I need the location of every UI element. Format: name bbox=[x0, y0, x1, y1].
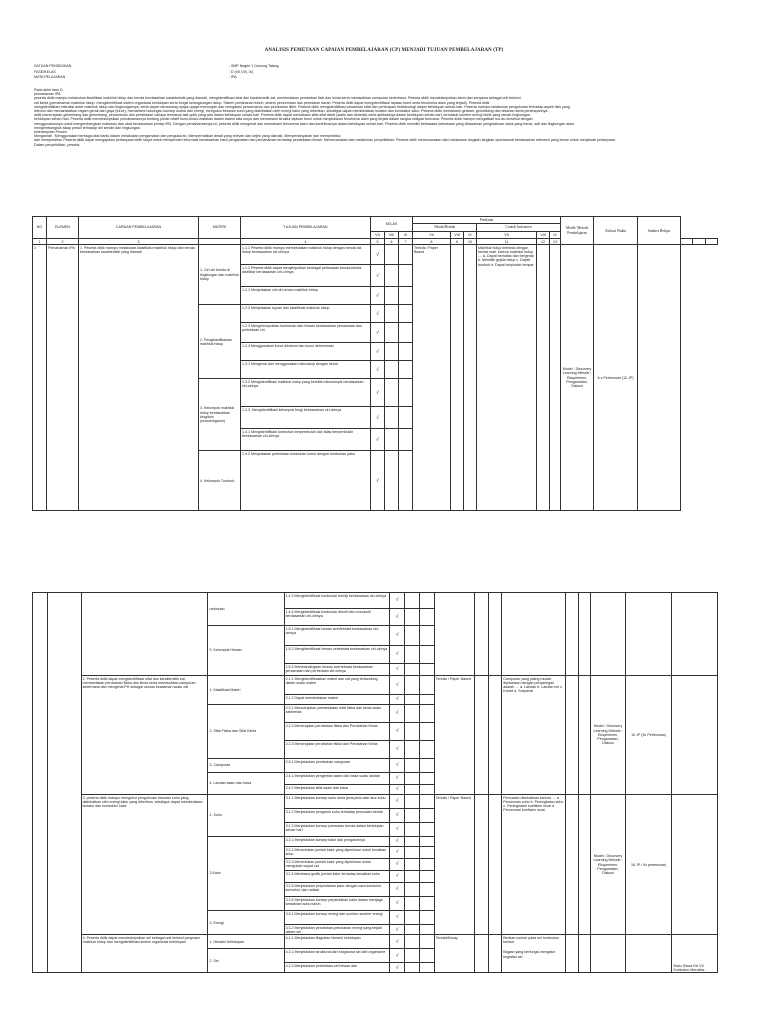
header-cp: CAPAIAN PEMBELAJARAN bbox=[79, 217, 199, 239]
check-vii: √ bbox=[390, 963, 405, 973]
header-tp: TUJUAN PEMBELAJARAN bbox=[241, 217, 371, 239]
contoh-ix bbox=[579, 935, 591, 973]
contoh-cell: Berikan contoh pada sel tumbuhan berikut Bagian yang berfungsi mengatur kegiatan sel bbox=[502, 935, 565, 973]
cp-line: dan memprediksi: Peserta didik dapat mengajukan pertanyaan lebih lanjut untuk memperoleh informasi berdasarkan hasil pengamatan dan pemahaman terhadap pendekatan ilmiah. Merencanakan dan melakukan penyelidikan: Peserta didik merencanakan dan melakukan langkah-langkah operasional berdasarkan referensi yang benar untuk menjawab pertanyaan. bbox=[34, 138, 616, 143]
identity-label: FASE/KELAS bbox=[34, 69, 56, 74]
identity-value: : IPA bbox=[229, 75, 237, 79]
column-number: 2 bbox=[47, 239, 79, 245]
contoh-ix bbox=[550, 245, 561, 511]
tp-cell: 1.4.4 Mengidentifikasi tumbuhan dikotil dan monokotil berdasarkan ciri-cirinya bbox=[284, 609, 390, 626]
header-sumber: Sumber Belajar bbox=[638, 217, 681, 245]
header-teknik: Teknik/Bentuk bbox=[413, 224, 477, 232]
model-cell bbox=[591, 935, 626, 973]
contoh-cell: Campuran yang paling mudah dipisahkan dengan penyaringan adalah .... a. Larutan b. Larutan ion c. Koloid d. Suspensi bbox=[502, 676, 565, 795]
cp-cell: 3. peserta didik mampu mengukur pengukuran besaran suhu yang diakibatkan oleh energi kalor yang diberikan, sekaligus dapat membedakan isolator dan konduktor kalor bbox=[81, 795, 208, 935]
materi-cell: 2. Sel bbox=[208, 949, 284, 973]
check-vii: √ bbox=[390, 741, 405, 759]
check-vii: √ bbox=[390, 847, 405, 859]
check-vii: √ bbox=[390, 695, 405, 705]
materi-cell: umbuhan bbox=[208, 593, 284, 626]
check-vii: √ bbox=[390, 646, 405, 664]
check-ix bbox=[419, 823, 434, 837]
check-viii bbox=[405, 883, 420, 897]
tp-cell: 3.2.3 Menentukan jumlah kalor yang diperlukan untuk mengubah wujud zat bbox=[284, 859, 390, 871]
check-ix bbox=[399, 379, 413, 407]
check-ix bbox=[419, 705, 434, 723]
check-vii: √ bbox=[390, 883, 405, 897]
tp-cell: 3.1.1 Menjelaskan konsep suhu serta jenis jenis alat ukur suhu bbox=[284, 795, 390, 809]
sumber-cell bbox=[672, 676, 718, 795]
contoh-ix bbox=[579, 676, 591, 795]
check-viii bbox=[405, 695, 420, 705]
contoh-extra: Bagian yang berfungsi mengatur kegiatan sel bbox=[503, 950, 556, 959]
column-number-empty bbox=[693, 239, 705, 245]
check-viii bbox=[405, 609, 420, 626]
column-number: 7 bbox=[399, 239, 413, 245]
check-ix bbox=[419, 837, 434, 847]
check-ix bbox=[419, 883, 434, 897]
check-ix bbox=[419, 911, 434, 925]
check-ix bbox=[399, 429, 413, 451]
cp-line: didik menerapkan gelombang dan gelombang, pemantulan dan pembiasan cahaya termasuk alat optik yang ada dalam kehidupan sehari-hari. Peserta didik dapat memahami sifat-sifat listrik (statis dan dinamis) serta aplikasinya dalam kehidupan sehari-hari, termasuk sumber energi listrik yang ramah lingkungan. bbox=[34, 113, 531, 118]
check-viii bbox=[405, 741, 420, 759]
model-cell bbox=[591, 593, 626, 676]
check-ix bbox=[399, 343, 413, 361]
tp-cell: 1.2.2 Menjelaskan tujuan dan klasifikasi makhluk hidup bbox=[241, 305, 371, 323]
check-vii: √ bbox=[390, 785, 405, 795]
cp-line: keterampilan Proses bbox=[34, 130, 67, 135]
check-vii: √ bbox=[371, 379, 385, 407]
tp-cell: 2.1.1 Mengidentifikasikan materi dan zat yang terkandung dalam suatu materi bbox=[284, 676, 390, 695]
column-number: 11 bbox=[477, 239, 537, 245]
check-viii bbox=[405, 911, 420, 925]
header-class-vii: VII bbox=[413, 232, 451, 239]
check-ix bbox=[419, 723, 434, 741]
check-vii: √ bbox=[390, 723, 405, 741]
check-viii bbox=[405, 871, 420, 883]
check-viii bbox=[405, 949, 420, 963]
cp-line: peserta didik mampu melakukan klasifikasi makhluk hidup dan benda berdasarkan karakteristik yang diamati, mengidentifikasi sifat dan karakteristik zat, membedakan perubahan fisik dan kimia serta memisahkan campuran sederhana. Peserta didik mendeskripsikan atom dan senyawa sebagai unit terkecil bbox=[34, 96, 521, 101]
header-class-viii: VIII bbox=[385, 232, 399, 239]
check-ix bbox=[419, 935, 434, 949]
check-ix bbox=[419, 897, 434, 911]
check-ix bbox=[419, 626, 434, 646]
cp-cell bbox=[81, 593, 208, 676]
contoh-ix bbox=[579, 795, 591, 935]
check-ix bbox=[419, 871, 434, 883]
check-ix bbox=[419, 847, 434, 859]
tp-cell: 3.1.2 Menjelaskan pengaruh suhu terhadap pemuaian benda bbox=[284, 809, 390, 823]
check-viii bbox=[385, 343, 399, 361]
check-ix bbox=[419, 593, 434, 609]
check-ix bbox=[419, 773, 434, 785]
check-viii bbox=[405, 646, 420, 664]
document-title: ANALISIS PEMETAAN CAPAIAN PEMBELAJARAN (CP) MENJADI TUJUAN PEMBELAJARAN (TP) bbox=[264, 48, 504, 53]
tp-cell: 2.2.1 Mencerapkan pemanfaatan sifat fisika dan kimia suatu zat/benda bbox=[284, 705, 390, 723]
header-model: Model/ Metode Pembelajaran bbox=[561, 217, 594, 245]
teknik-ix bbox=[488, 935, 502, 973]
teknik-cell bbox=[434, 593, 474, 676]
identity-row bbox=[34, 75, 434, 81]
column-number: 6 bbox=[385, 239, 399, 245]
header-class-ix: IX bbox=[464, 232, 477, 239]
column-number-empty bbox=[681, 239, 693, 245]
teknik-cell: Tertulis / Paper Based bbox=[434, 795, 474, 935]
check-vii: √ bbox=[371, 305, 385, 323]
check-viii bbox=[405, 664, 420, 676]
mapping-table-page-1 bbox=[32, 216, 718, 511]
check-viii bbox=[405, 837, 420, 847]
tp-cell: 2.4.1 Menjelaskan pengertian asam dan basa suatu larutan bbox=[284, 773, 390, 785]
teknik-ix bbox=[488, 795, 502, 935]
identity-value: : D (VII,VIII, IX) bbox=[229, 69, 254, 74]
materi-cell: 4. Kelompok Tumbuh- bbox=[199, 451, 241, 511]
check-viii bbox=[385, 361, 399, 379]
check-ix bbox=[399, 245, 413, 265]
tp-cell: 4.2.2 Menjelaskan perbedaan sel hewan dan bbox=[284, 963, 390, 973]
column-number-empty bbox=[705, 239, 717, 245]
materi-cell: 2. Sifat Fisika dan Sifat Kimia bbox=[208, 705, 284, 759]
check-vii: √ bbox=[371, 245, 385, 265]
check-viii bbox=[405, 759, 420, 773]
tp-cell: 1.3.1 Mengenal dan menggunakan mikroskop dengan benar bbox=[241, 361, 371, 379]
materi-cell: 4. Larutan asam dan basa bbox=[208, 773, 284, 795]
teknik-viii bbox=[451, 245, 464, 511]
sumber-cell: Buku Siswa Kls VII Kurikulum Merdeka bbox=[672, 935, 718, 973]
check-viii bbox=[385, 265, 399, 287]
teknik-ix bbox=[464, 245, 477, 511]
tp-cell: 1.2.4 Menggunakan kunci dikotomi dan kunci determinasi bbox=[241, 343, 371, 361]
column-number: 3 bbox=[79, 239, 199, 245]
elemen-empty bbox=[47, 593, 81, 973]
check-viii bbox=[385, 379, 399, 407]
contoh-ix bbox=[579, 593, 591, 676]
check-vii: √ bbox=[371, 361, 385, 379]
teknik-viii bbox=[474, 676, 488, 795]
materi-cell: 3. Kelompok makhluk hidup berdasarkan kingdom (monokingdom) bbox=[199, 379, 241, 451]
check-ix bbox=[419, 809, 434, 823]
identity-block bbox=[34, 64, 434, 81]
cp-cell: 4. Peserta didik dapat mendeskripsikan sel sebagai unit terkecil penyusun makhluk hidup dan mengidentifikasi sistem organisasi kehidupan bbox=[81, 935, 208, 973]
check-ix bbox=[419, 664, 434, 676]
header-class-ix: IX bbox=[399, 232, 413, 239]
tp-cell: 3.2.2 Menentukan jumlah kalor yang diperlukan untuk kenaikan suhu bbox=[284, 847, 390, 859]
materi-cell: 1. Suhu bbox=[208, 795, 284, 837]
tp-cell: 3.2.6 Menjelaskan konsep perpindahan kalor dalam menjaga kestabilan suhu tubuh bbox=[284, 897, 390, 911]
cp-line: Pada akhir fase D, bbox=[34, 88, 64, 92]
tp-cell: 2.2.2 Menerapkan perubahan fisika dan Perubahan Kimia bbox=[284, 723, 390, 741]
check-vii: √ bbox=[371, 451, 385, 511]
tp-cell: 1.5.3 Membandingkan hewan avertebrata berdasarkan persamaan dan perbedaan ciri-cirinya bbox=[284, 664, 390, 676]
tp-cell: 1.5.1 Mengidentifikasi hewan avertebrata berdasarkan ciri-cirinya bbox=[284, 626, 390, 646]
check-viii bbox=[385, 451, 399, 511]
cp-line: pemahaman IPA bbox=[34, 92, 61, 97]
check-viii bbox=[405, 859, 420, 871]
tp-cell: 3.2.1 Menjelaskan konsep kalor dan pengaruhnya bbox=[284, 837, 390, 847]
check-ix bbox=[399, 407, 413, 429]
check-vii: √ bbox=[390, 626, 405, 646]
check-viii bbox=[405, 795, 420, 809]
check-vii: √ bbox=[390, 925, 405, 935]
materi-cell: 5. Kelompok Hewan bbox=[208, 626, 284, 676]
model-cell: Model : Discovery Learning Metode : Eksperimen, Pengamatan, Diskusi bbox=[591, 676, 626, 795]
materi-cell: 2.Kalor bbox=[208, 837, 284, 911]
identity-label: SATUAN PENDIDIKAN bbox=[34, 64, 72, 68]
identity-value: : SMP Negeri 1 Gunung Talang bbox=[229, 64, 279, 68]
check-viii bbox=[405, 723, 420, 741]
tp-cell: 1.5.2 Mengidentifikasi hewan vertebrata berdasarkan ciri-cirinya bbox=[284, 646, 390, 664]
header-class-viii: VIII bbox=[451, 232, 464, 239]
tp-cell: 2.1.2 Dapat membedakan materi bbox=[284, 695, 390, 705]
check-vii: √ bbox=[371, 343, 385, 361]
tp-cell: 4.1.1 Menjelaskan tingkatan hierarki kehidupan bbox=[284, 935, 390, 949]
check-viii bbox=[405, 809, 420, 823]
check-vii: √ bbox=[390, 897, 405, 911]
check-viii bbox=[405, 705, 420, 723]
tp-cell: 2.4.2 Menjelaskan sifat asam dan basa bbox=[284, 785, 390, 795]
check-viii bbox=[405, 676, 420, 695]
tp-cell: 1.2.1 Menjelaskan ciri-ciri umum makhluk hidup bbox=[241, 287, 371, 305]
cp-line: Dalam penyelidikan, peserta bbox=[34, 142, 80, 147]
elemen-cell: Pemahaman IPA bbox=[47, 245, 79, 511]
check-vii: √ bbox=[390, 837, 405, 847]
column-number: 9 bbox=[451, 239, 464, 245]
column-number: 13 bbox=[550, 239, 561, 245]
header-kelas: KELAS bbox=[371, 217, 413, 232]
alokasi-cell bbox=[625, 935, 672, 973]
check-ix bbox=[419, 925, 434, 935]
check-vii: √ bbox=[390, 911, 405, 925]
check-ix bbox=[419, 646, 434, 664]
check-vii: √ bbox=[390, 593, 405, 609]
check-vii: √ bbox=[390, 664, 405, 676]
teknik-viii bbox=[474, 935, 488, 973]
alokasi-cell: 6 x Pertemuan (12 JP) bbox=[594, 245, 638, 511]
header-penilaian: Penilaian bbox=[413, 217, 561, 224]
materi-cell: 1. Hierarki Kehidupan bbox=[208, 935, 284, 949]
tp-cell: 3.2.5 Menjelaskan perpindahan kalor dengan cara konduksi, konveksi, dan radiasi bbox=[284, 883, 390, 897]
row-number: 1 bbox=[33, 245, 47, 511]
check-viii bbox=[385, 245, 399, 265]
tp-cell: 1.4.3 Mengidentifikasi tumbuhan berbiji berdasarkan ciri-cirinya bbox=[284, 593, 390, 609]
check-ix bbox=[399, 287, 413, 305]
check-ix bbox=[419, 795, 434, 809]
teknik-viii bbox=[474, 593, 488, 676]
column-number: 10 bbox=[464, 239, 477, 245]
check-vii: √ bbox=[371, 407, 385, 429]
check-ix bbox=[399, 305, 413, 323]
teknik-viii bbox=[474, 795, 488, 935]
column-number: 5 bbox=[371, 239, 385, 245]
tp-cell: 2.3.1 Menjelaskan pemisahan campuran bbox=[284, 759, 390, 773]
tp-cell: 1.1.2 Peserta didik dapat menyimpulkan berbagai perbedaan benda-benda disekitar berdasarkan ciri-cirinya bbox=[241, 265, 371, 287]
check-vii: √ bbox=[390, 859, 405, 871]
alokasi-cell bbox=[625, 593, 672, 676]
header-class-viii: VIII bbox=[537, 232, 550, 239]
header-contoh: Contoh Instrumen bbox=[477, 224, 561, 232]
column-number: 4 bbox=[241, 239, 371, 245]
tp-cell: 3.1.3 Menjelaskan konsep pemuaian benda dalam kehidupan sehari-hari bbox=[284, 823, 390, 837]
check-vii: √ bbox=[390, 795, 405, 809]
header-materi: MATERI bbox=[199, 217, 241, 239]
materi-cell: 1. Klasifikasi Materi bbox=[208, 676, 284, 705]
check-vii: √ bbox=[390, 935, 405, 949]
header-class-vii: VII bbox=[371, 232, 385, 239]
alokasi-cell: 10 JP (5x Pertemuan) bbox=[625, 676, 672, 795]
teknik-ix bbox=[488, 593, 502, 676]
tp-cell: 1.3.3. Mengidentifikasi kelompok fungi berdasarkan ciri-cirinya bbox=[241, 407, 371, 429]
model-cell: Model : Discovery Learning Metode : Eksperimen, Pengamatan, Diskusi bbox=[591, 795, 626, 935]
teknik-cell: Tertulis / Paper Based bbox=[434, 676, 474, 795]
identity-label: MATA PELAJARAN bbox=[34, 75, 66, 79]
check-vii: √ bbox=[390, 949, 405, 963]
check-viii bbox=[405, 847, 420, 859]
tp-cell: 1.4.1 Mengidentifikasi tumbuhan berpembuluh dan tidak berpembuluh berdasarkan ciri-cirinya bbox=[241, 429, 371, 451]
check-vii: √ bbox=[390, 809, 405, 823]
contoh-viii bbox=[565, 676, 579, 795]
contoh-viii bbox=[565, 593, 579, 676]
check-ix bbox=[419, 741, 434, 759]
tp-cell: 2.2.3 Menerapkan perubahan fisika dan Perubahan Kimia bbox=[284, 741, 390, 759]
check-viii bbox=[385, 429, 399, 451]
header-class-vii: VII bbox=[477, 232, 537, 239]
check-ix bbox=[419, 695, 434, 705]
contoh-cell: Makhluk hidup berbeda dengan benda mati, karena makhluk hidup .... a. Dapat bernafas dan bergerak b. Memiliki gejala hidup c. Dapat tumbuh d. Dapat berpindah tempat bbox=[477, 245, 537, 511]
teknik-ix bbox=[488, 676, 502, 795]
check-ix bbox=[419, 785, 434, 795]
teknik-cell: Tertulis / Paper Based bbox=[413, 245, 451, 511]
check-ix bbox=[419, 963, 434, 973]
check-vii: √ bbox=[390, 871, 405, 883]
tp-cell: 1.1.1 Peserta didik mampu membedakan makhluk hidup dengan benda tak hidup berdasarkan ciri-cirinya bbox=[241, 245, 371, 265]
tp-cell: 3.3.2 Menjelaskan perubahan-perubahan energi yang terjadi dalam sel bbox=[284, 925, 390, 935]
header-alokasi: Alokasi Waktu bbox=[594, 217, 638, 245]
column-number: 12 bbox=[537, 239, 550, 245]
check-ix bbox=[419, 859, 434, 871]
cp-line: Mengamati : Menggunakan berbagai alat bantu dalam melakukan pengamatan dan pengukuran. Memperhatikan detail yang relevan dari objek yang diamati. Mempertanyakan dan memprediksi bbox=[34, 134, 341, 139]
check-vii: √ bbox=[371, 287, 385, 305]
materi-cell: 3. Energi bbox=[208, 911, 284, 935]
tp-cell: 3.2.4 Membaca grafik jumlah kalor terhadap kenaikan suhu bbox=[284, 871, 390, 883]
check-vii: √ bbox=[390, 705, 405, 723]
check-viii bbox=[405, 897, 420, 911]
cp-line: menggunakannya untuk mengembangkan makanan dan obat berdasarkan prinsip IPA. Dengan pemahamannya ini, peserta didik mengenal dan memahami fenomena alam dan kontribusinya dalam kehidupan sehari-hari. Peserta didik memiliki kebiasaan-kebiasaan yang didasarkan pengetahuan sains yang benar, adil dan lingkungan alam. bbox=[34, 121, 576, 126]
materi-cell: 1. Ciri-ciri benda di lingkungan dan makhluk hidup bbox=[199, 245, 241, 305]
check-vii: √ bbox=[371, 323, 385, 343]
check-viii bbox=[385, 287, 399, 305]
check-viii bbox=[385, 323, 399, 343]
cp-line: mengembangkan sikap peduli terhadap diri sendiri dan lingkungan. bbox=[34, 125, 141, 130]
contoh-cell bbox=[502, 593, 565, 676]
header-class-ix: IX bbox=[550, 232, 561, 239]
check-viii bbox=[385, 407, 399, 429]
model-cell: Model : Discovery Learning Metode : Eksperimen, Pengamatan, Diskusi bbox=[561, 245, 594, 511]
check-ix bbox=[419, 609, 434, 626]
teknik-cell: Tertulis/Essay bbox=[434, 935, 474, 973]
cp-cell: 1. Peserta didik mampu melakukan klasifikasi makhluk hidup dan benda berdasarkan karakteristik yang diamati bbox=[79, 245, 199, 511]
check-vii: √ bbox=[390, 773, 405, 785]
check-vii: √ bbox=[390, 609, 405, 626]
check-viii bbox=[405, 935, 420, 949]
check-ix bbox=[399, 323, 413, 343]
materi-cell: 2. Pengklasifikasian makhluk hidup bbox=[199, 305, 241, 379]
contoh-viii bbox=[537, 245, 550, 511]
check-ix bbox=[419, 759, 434, 773]
sumber-cell bbox=[672, 593, 718, 676]
row-number-empty bbox=[33, 593, 48, 973]
cp-cell: 2. Peserta didik dapat mengidentifikasi sifat dan karakteristik zat, membedakan perubahan fisika dan kimia serta memisahkan campuran sederhana dan mengenal PH sebagai ukuran keasaman suatu zat bbox=[81, 676, 208, 795]
tp-cell: 1.4.2 Menjelaskan perbedaan tumbuhan lumut dengan tumbuhan paku bbox=[241, 451, 371, 511]
check-viii bbox=[405, 773, 420, 785]
sumber-cell bbox=[672, 795, 718, 935]
contoh-cell: Pemuaian disebabkan karena .... a. Penurunan suhu b. Peningkatan suhu c. Peningkatan koefisien muai d. Penurunan koefisien muai bbox=[502, 795, 565, 935]
materi-cell: 3. Campuran bbox=[208, 759, 284, 773]
cp-line: zat kimia (pemahaman makhluk hidup, mengidentifikasi sistem organisasi kehidupan serta fungsi kelangsungan hidup. Sistem pertahanan tubuh, sistem pencernaan dan peredaran darah. Peserta didik dapat mengidentifikasi lapisan bumi serta fenomena alam yang terjadi). Peserta didik bbox=[34, 100, 490, 105]
cp-description bbox=[34, 88, 762, 147]
cp-line: mengidentifikasi interaksi antar makhluk hidup dan lingkungannya, serta dapat merancang upaya-upaya mencegah dan mengatasi pencemaran dan perubahan iklim. Peserta didik mengidentifikasi pewarisan sifat dan penerapan bioteknologi dalam kehidupan sehari-hari. Peserta mampu melakukan pengukuran terhadap aspek fisis yang bbox=[34, 104, 570, 109]
check-viii bbox=[405, 823, 420, 837]
check-ix bbox=[399, 265, 413, 287]
contoh-viii bbox=[565, 935, 579, 973]
check-viii bbox=[405, 626, 420, 646]
check-vii: √ bbox=[390, 823, 405, 837]
tp-cell: 3.3.1 Menjelaskan konsep energi dan sumber-sumber energi bbox=[284, 911, 390, 925]
check-vii: √ bbox=[390, 759, 405, 773]
column-number: 1 bbox=[33, 239, 47, 245]
tp-cell: 1.3.2 Mengidentifikasi makhluk hidup yang bersifat mikroskopis berdasarkan ciri-cirinya bbox=[241, 379, 371, 407]
contoh-viii bbox=[565, 795, 579, 935]
check-ix bbox=[419, 949, 434, 963]
check-vii: √ bbox=[390, 676, 405, 695]
tp-cell: 1.2.3 Mengelompokkan tumbuhan dan hewan berdasarkan persamaan dan perbedaan ciri bbox=[241, 323, 371, 343]
sumber-cell bbox=[638, 245, 681, 511]
check-viii bbox=[405, 785, 420, 795]
check-viii bbox=[405, 593, 420, 609]
header-elemen: ELEMEN bbox=[47, 217, 79, 239]
alokasi-cell: 18 JP / 9x pertemuan) bbox=[625, 795, 672, 935]
check-vii: √ bbox=[371, 429, 385, 451]
cp-line: kehidupan sehari-hari. Peserta didik mendeskripsikan pemahamannya tentang posisi relatif bumi-bulan-matahari dalam sistem tata surya dan memahami struktur lapisan bumi untuk menjelaskan fenomena alam yang terjadi dalam rangka mitigasi bencana. Peserta didik mampu mengaitkan isu-isu tersebut dengan bbox=[34, 117, 533, 122]
check-vii: √ bbox=[371, 265, 385, 287]
tp-cell: 4.2.1 Menjelaskan struktural dan fungsional sel dari organisme bbox=[284, 949, 390, 963]
check-ix bbox=[399, 451, 413, 511]
column-number: 8 bbox=[413, 239, 451, 245]
check-viii bbox=[405, 925, 420, 935]
check-ix bbox=[399, 361, 413, 379]
check-viii bbox=[405, 963, 420, 973]
mapping-table-page-2 bbox=[32, 592, 718, 973]
check-ix bbox=[419, 676, 434, 695]
cp-line: ditemui dan memanfaatkan ragam gerak dan gaya (force), memahami hubungan konsep usaha dan energi, mengukur besaran suhu yang diakibatkan oleh energi kalor yang diberikan, sekaligus dapat membedakan isolator dan konduktor kalor. Peserta didik memahami getaran, gelombang dan tekanan serta penerapannya. bbox=[34, 109, 549, 114]
header-no: NO bbox=[33, 217, 47, 239]
check-viii bbox=[385, 305, 399, 323]
